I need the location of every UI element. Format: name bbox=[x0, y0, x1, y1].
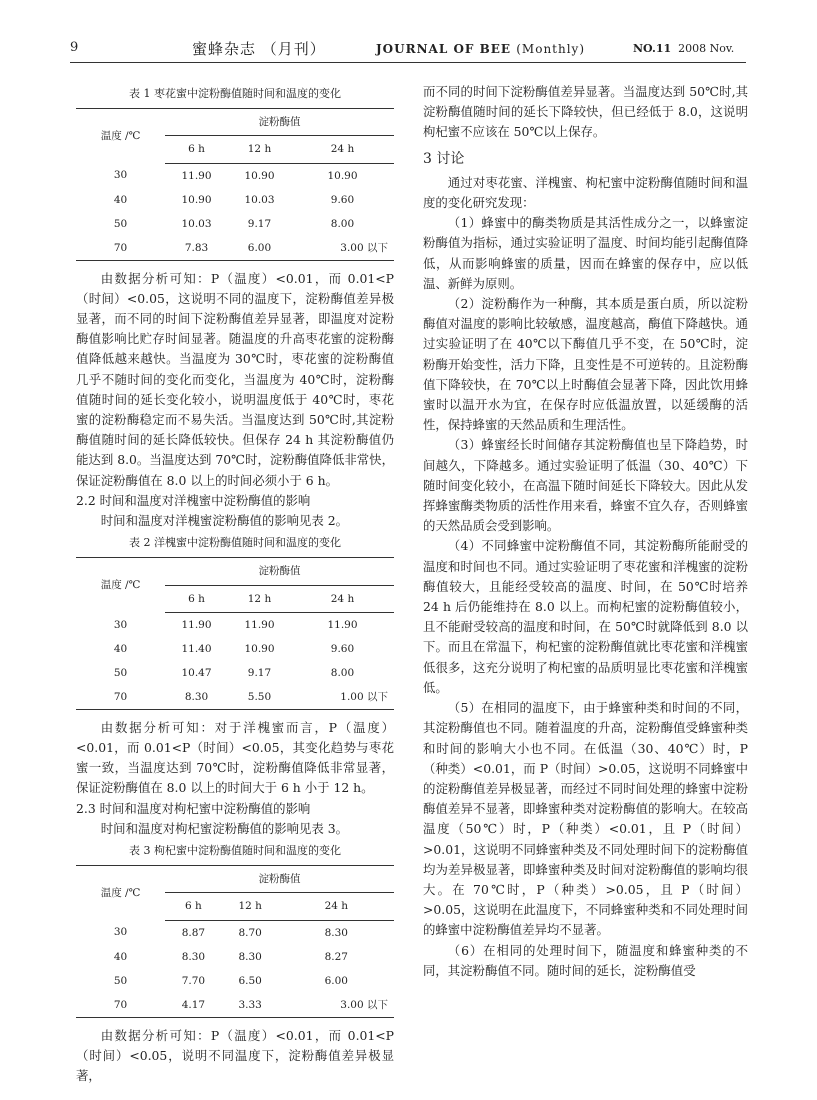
enzyme-value-cell: 10.03 bbox=[244, 193, 275, 206]
table-row bbox=[76, 661, 394, 685]
enzyme-value-cell: 10.03 bbox=[181, 217, 212, 230]
enzyme-value-cell: 8.00 bbox=[330, 666, 355, 679]
paragraph: 由数据分析可知：对于洋槐蜜而言，P（温度）<0.01，而 0.01<P（时间）<0.05，其变化趋势与枣花蜜一致，当温度达到 70℃时，淀粉酶值降低非常显著，保证淀粉酶值在 8.0 以上的时间大于 6 h 小于 12 h。 bbox=[76, 719, 394, 796]
column-header: 24 h bbox=[291, 136, 394, 163]
temperature-cell: 30 bbox=[113, 618, 128, 631]
header-rule bbox=[70, 62, 746, 63]
table-row bbox=[76, 612, 394, 637]
temperature-cell: 50 bbox=[113, 666, 128, 679]
enzyme-value-cell: 5.50 bbox=[228, 685, 291, 710]
group-header: 淀粉酶值 bbox=[165, 558, 394, 585]
enzyme-value-cell: 8.30 bbox=[238, 950, 262, 963]
table1 bbox=[76, 108, 394, 260]
temperature-cell: 40 bbox=[113, 642, 128, 655]
table-row bbox=[76, 637, 394, 661]
enzyme-value-cell: 11.90 bbox=[327, 618, 358, 631]
enzyme-value-cell: 10.90 bbox=[327, 169, 358, 182]
enzyme-value-cell: 10.90 bbox=[181, 193, 212, 206]
enzyme-value-cell: 6.50 bbox=[238, 974, 262, 987]
section-heading-2-3: 2.3 时间和温度对枸杞蜜中淀粉酶值的影响 bbox=[76, 800, 311, 816]
paragraph: 通过对枣花蜜、洋槐蜜、枸杞蜜中淀粉酶值随时间和温度的变化研究发现： bbox=[423, 174, 748, 211]
table-row bbox=[76, 920, 394, 945]
temperature-cell: 40 bbox=[113, 193, 128, 206]
table-row bbox=[76, 945, 394, 969]
enzyme-value-cell: 8.30 bbox=[324, 926, 348, 939]
table-row bbox=[76, 212, 394, 236]
discussion-point-1: （1）蜂蜜中的酶类物质是其活性成分之一，以蜂蜜淀粉酶值为指标，通过实验证明了温度、时间均能引起酶值降低，从而影响蜂蜜的质量，因而在蜂蜜的保存中，应以低温、新鲜为原则。 bbox=[423, 215, 748, 291]
discussion-point-4: （4）不同蜂蜜中淀粉酶值不同，其淀粉酶所能耐受的温度和时间也不同。通过实验证明了枣花蜜和洋槐蜜的淀粉酶值较大，且能经受较高的温度、时间，在 50℃时培养 24 h 后仍能维持在 8.0 以上。而枸杞蜜的淀粉酶值较小，且不能耐受较高的温度和时间，在 50℃时就降低到 8.0 以下。而且在常温下，枸杞蜜的淀粉酶值就比枣花蜜和洋槐蜜低很多，这充分说明了枸杞蜜的品质明显比枣花蜜和洋槐蜜低。 bbox=[423, 538, 748, 695]
enzyme-value-cell: 1.00 以下 bbox=[291, 685, 394, 710]
enzyme-value-cell: 9.60 bbox=[330, 193, 355, 206]
enzyme-value-cell: 10.47 bbox=[181, 666, 212, 679]
discussion-point-3: （3）蜂蜜经长时间储存其淀粉酶值也呈下降趋势，时间越久，下降越多。通过实验证明了低温（30、40℃）下随时间变化较小，在高温下随时间延长下降较大。因此从发挥蜂蜜酶类物质的活性作用来看，蜂蜜不宜久存，否则蜂蜜的天然品质会受到影响。 bbox=[423, 437, 748, 534]
temperature-cell: 70 bbox=[76, 685, 165, 710]
group-header: 淀粉酶值 bbox=[165, 109, 394, 136]
journal-title-cn: 蜜蜂杂志 （月刊） bbox=[192, 40, 326, 58]
temperature-cell: 70 bbox=[76, 236, 165, 261]
column-header: 6 h bbox=[165, 585, 228, 612]
discussion-point-6: （6）在相同的处理时间下，随温度和蜂蜜种类的不同，其淀粉酶值不同。随时间的延长，淀粉酶值受 bbox=[423, 942, 748, 978]
temp-header: 温度 /℃ bbox=[76, 558, 165, 612]
journal-title-en: JOURNAL OF BEE (Monthly) bbox=[376, 42, 586, 56]
running-header bbox=[0, 36, 817, 60]
temperature-cell: 40 bbox=[113, 950, 128, 963]
section-heading-2-2: 2.2 时间和温度对洋槐蜜中淀粉酶值的影响 bbox=[76, 492, 311, 508]
enzyme-value-cell: 7.83 bbox=[165, 236, 228, 261]
column-header: 24 h bbox=[291, 585, 394, 612]
enzyme-value-cell: 9.17 bbox=[247, 217, 272, 230]
enzyme-value-cell: 7.70 bbox=[181, 974, 206, 987]
table3 bbox=[76, 865, 394, 1017]
table3-caption: 表 3 枸杞蜜中淀粉酶值随时间和温度的变化 bbox=[129, 844, 341, 858]
column-header: 12 h bbox=[228, 585, 291, 612]
right-column bbox=[423, 82, 748, 981]
column-header: 12 h bbox=[228, 136, 291, 163]
table2 bbox=[76, 557, 394, 709]
group-header: 淀粉酶值 bbox=[165, 866, 394, 893]
issue-info: NO.11 2008 Nov. bbox=[633, 42, 735, 55]
enzyme-value-cell: 8.30 bbox=[181, 950, 206, 963]
enzyme-value-cell: 4.17 bbox=[165, 993, 222, 1018]
section-heading-3: 3 讨论 bbox=[423, 150, 465, 167]
enzyme-value-cell: 3.33 bbox=[222, 993, 279, 1018]
paragraph: 时间和温度对枸杞蜜淀粉酶值的影响见表 3。 bbox=[100, 820, 349, 836]
enzyme-value-cell: 10.90 bbox=[244, 642, 275, 655]
table2-caption: 表 2 洋槐蜜中淀粉酶值随时间和温度的变化 bbox=[129, 536, 341, 550]
temp-header: 温度 /℃ bbox=[76, 109, 165, 163]
enzyme-value-cell: 3.00 以下 bbox=[291, 236, 394, 261]
paragraph: 时间和温度对洋槐蜜淀粉酶值的影响见表 2。 bbox=[100, 513, 349, 529]
paragraph: 而不同的时间下淀粉酶值差异显著。当温度达到 50℃时,其淀粉酶值随时间的延长下降较快，但已经低于 8.0，这说明枸杞蜜不应该在 50℃以上保存。 bbox=[423, 84, 748, 140]
temperature-cell: 50 bbox=[113, 217, 128, 230]
enzyme-value-cell: 10.90 bbox=[244, 169, 275, 182]
temp-header: 温度 /℃ bbox=[76, 866, 165, 920]
enzyme-value-cell: 11.90 bbox=[181, 169, 212, 182]
enzyme-value-cell: 6.00 bbox=[228, 236, 291, 261]
column-header: 12 h bbox=[222, 893, 279, 920]
enzyme-value-cell: 8.87 bbox=[181, 926, 206, 939]
discussion-point-5: （5）在相同的温度下，由于蜂蜜种类和时间的不同，其淀粉酶值也不同。随着温度的升高，淀粉酶值受蜂蜜种类和时间的影响大小也不同。在低温（30、40℃）时，P（种类）<0.01，而 P（时间）>0.05，这说明不同蜂蜜中的淀粉酶值差异极显著，而经过不同时间处理的蜂蜜中淀粉酶值差异不显著，即蜂蜜种类对淀粉酶值的影响大。在较高温度（50℃）时，P（种类）<0.01，且 P（时间）>0.01，这说明不同蜂蜜种类及不同处理时间下的淀粉酶值均为差异极显著，即蜂蜜种类及时间对淀粉酶值的影响均很大。在 70℃时，P（种类）>0.05，且 P（时间）>0.05，这说明在此温度下，不同蜂蜜种类和不同处理时间的蜂蜜中淀粉酶值差异均不显著。 bbox=[423, 700, 748, 938]
paragraph: 由数据分析可知：P（温度）<0.01，而 0.01<P（时间）<0.05，说明不同温度下，淀粉酶值差异极显著， bbox=[76, 1027, 394, 1084]
enzyme-value-cell: 8.30 bbox=[165, 685, 228, 710]
column-header: 24 h bbox=[279, 893, 394, 920]
table-row bbox=[76, 188, 394, 212]
discussion-point-2: （2）淀粉酶作为一种酶，其本质是蛋白质，所以淀粉酶值对温度的影响比较敏感，温度越高，酶值下降越快。通过实验证明了在 40℃以下酶值几乎不变，在 50℃时，淀粉酶开始变性，活力下降，且变性是不可逆转的。且淀粉酶值下降较快，在 70℃以上时酶值会显著下降，因此饮用蜂蜜时以温开水为宜，在保存时应低温放置，以延缓酶的活性，保持蜂蜜的天然品质和生理活性。 bbox=[423, 296, 748, 433]
page-number: 9 bbox=[70, 40, 79, 55]
enzyme-value-cell: 9.17 bbox=[247, 666, 272, 679]
enzyme-value-cell: 8.27 bbox=[324, 950, 348, 963]
table-row bbox=[76, 236, 394, 261]
enzyme-value-cell: 8.70 bbox=[238, 926, 262, 939]
temperature-cell: 30 bbox=[113, 169, 128, 182]
table-row bbox=[76, 993, 394, 1018]
table-row bbox=[76, 969, 394, 993]
temperature-cell: 70 bbox=[76, 993, 165, 1018]
left-column bbox=[76, 82, 394, 1086]
temperature-cell: 50 bbox=[113, 974, 128, 987]
enzyme-value-cell: 11.40 bbox=[181, 642, 212, 655]
column-header: 6 h bbox=[165, 893, 222, 920]
enzyme-value-cell: 11.90 bbox=[181, 618, 212, 631]
paragraph: 由数据分析可知：P（温度）<0.01，而 0.01<P（时间）<0.05，这说明不同的温度下，淀粉酶值差异极显著，而不同的时间下淀粉酶值差异显著，即温度对淀粉酶值影响比贮存时间显著。随温度的升高枣花蜜的淀粉酶值降低越来越快。当温度为 30℃时，枣花蜜的淀粉酶值几乎不随时间的变化而变化，当温度为 40℃时，淀粉酶值随时间的延长变化较小，说明温度低于 40℃时，枣花蜜的淀粉酶稳定而不易失活。当温度达到 50℃时,其淀粉酶值随时间的延长降低较快。但保存 24 h 其淀粉酶值仍能达到 8.0。当温度达到 70℃时，淀粉酶值降低非常快，保证淀粉酶值在 8.0 以上的时间必须小于 6 h。 bbox=[76, 270, 394, 488]
enzyme-value-cell: 8.00 bbox=[330, 217, 355, 230]
table-row bbox=[76, 163, 394, 188]
temperature-cell: 30 bbox=[113, 926, 128, 939]
column-header: 6 h bbox=[165, 136, 228, 163]
table-row bbox=[76, 685, 394, 710]
enzyme-value-cell: 9.60 bbox=[330, 642, 355, 655]
enzyme-value-cell: 6.00 bbox=[324, 974, 348, 987]
enzyme-value-cell: 3.00 以下 bbox=[279, 993, 394, 1018]
table1-caption: 表 1 枣花蜜中淀粉酶值随时间和温度的变化 bbox=[129, 87, 341, 100]
enzyme-value-cell: 11.90 bbox=[244, 618, 275, 631]
